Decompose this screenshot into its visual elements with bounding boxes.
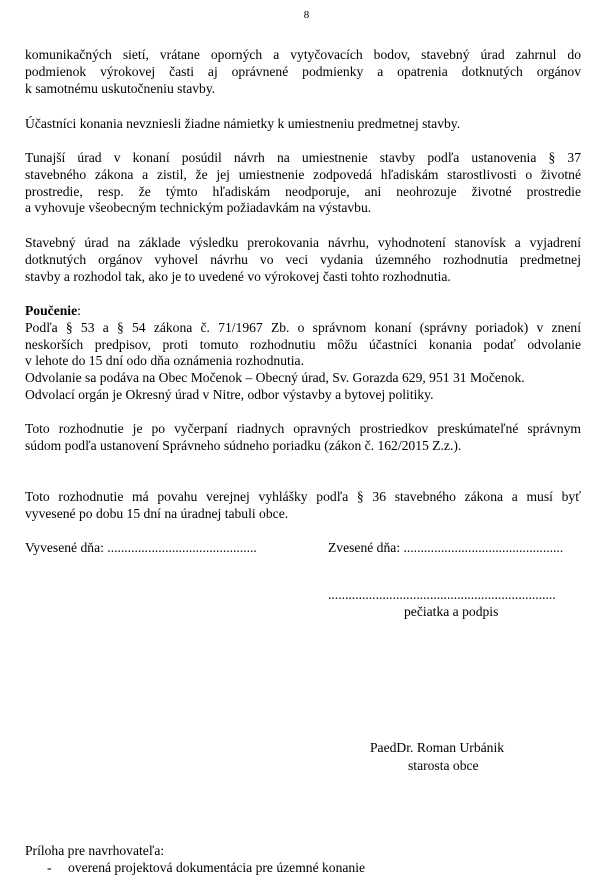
paragraph-conditions (25, 47, 581, 97)
text-line: Odvolanie sa podáva na Obec Močenok – Obecný úrad, Sv. Gorazda 629, 951 31 Močenok. (25, 370, 525, 386)
text-line: súdom podľa ustanovení Správneho súdneho poriadku (zákon č. 162/2015 Z.z.). (25, 437, 462, 453)
stamp-signature-label: pečiatka a podpis (404, 604, 499, 619)
text-line: stavby a rozhodol tak, ako je to uvedené vo výrokovej časti tohto rozhodnutia. (25, 268, 451, 284)
attachment-item: overená projektová dokumentácia pre územné konanie (68, 860, 366, 875)
text-line: Podľa § 53 a § 54 zákona č. 71/1967 Zb. o správnom konaní (správny poriadok) v znení (25, 319, 581, 335)
instruction-section (25, 303, 581, 404)
signature-line: ................................................................... (328, 587, 556, 602)
text-line: stavebného zákona a zistil, že jej umiestnenie zodpovedá hľadiskám starostlivosti o životné (25, 166, 581, 182)
paragraph-assessment (25, 150, 581, 217)
page-number: 8 (303, 9, 310, 21)
text-line: prostredie, resp. že týmto hľadiskám neodporuje, ani neohrozuje životné prostredie (25, 183, 581, 199)
paragraph-decision (25, 235, 581, 285)
text-line: Toto rozhodnutie je po vyčerpaní riadnych opravných prostriedkov preskúmateľné správnym (25, 421, 581, 436)
text-line: komunikačných sietí, vrátane oporných a vytyčovacích bodov, stavebný úrad zahrnul do (25, 47, 581, 62)
removed-date-field: Zvesené dňa: ............................................... (328, 540, 564, 555)
paragraph-public-notice (25, 489, 581, 523)
paragraph-no-objections: Účastníci konania nevzniesli žiadne námietky k umiestneniu predmetnej stavby. (25, 116, 461, 131)
posted-date-field: Vyvesené dňa: ............................................ (25, 540, 257, 555)
text-line: neskorších predpisov, proti tomuto rozhodnutiu môžu účastníci konania podať odvolanie (25, 336, 581, 352)
text-line: v lehote do 15 dní odo dňa oznámenia rozhodnutia. (25, 353, 304, 369)
text-line: Toto rozhodnutie má povahu verejnej vyhlášky podľa § 36 stavebného zákona a musí byť (25, 489, 581, 504)
signer-title: starosta obce (408, 758, 479, 773)
text-line: podmienok výrokovej časti aj oprávnené podmienky a opatrenia dotknutých orgánov (25, 63, 581, 79)
attachment-bullet: - (47, 860, 52, 875)
instruction-title: Poučenie (25, 303, 78, 318)
text-line: k samotnému uskutočneniu stavby. (25, 80, 216, 96)
attachment-heading: Príloha pre navrhovateľa: (25, 843, 165, 858)
paragraph-review (25, 421, 581, 455)
text-line: a vyhovuje všeobecným technickým požiadavkám na výstavbu. (25, 200, 372, 216)
text-line: vyvesené po dobu 15 dní na úradnej tabuli obce. (25, 505, 289, 521)
text-line: Tunajší úrad v konaní posúdil návrh na umiestnenie stavby podľa ustanovenia § 37 (25, 150, 581, 165)
signer-name: PaedDr. Roman Urbánik (370, 740, 505, 755)
text-line: Odvolací orgán je Okresný úrad v Nitre, odbor výstavby a bytovej politiky. (25, 386, 434, 402)
text-line: Stavebný úrad na základe výsledku prerokovania návrhu, vyhodnotení stanovísk a vyjadrení (25, 235, 581, 250)
instruction-heading (25, 303, 581, 320)
text-line: dotknutých orgánov vyhovel návrhu vo veci vydania územného rozhodnutia predmetnej (25, 251, 581, 267)
heading-colon: : (77, 303, 81, 318)
